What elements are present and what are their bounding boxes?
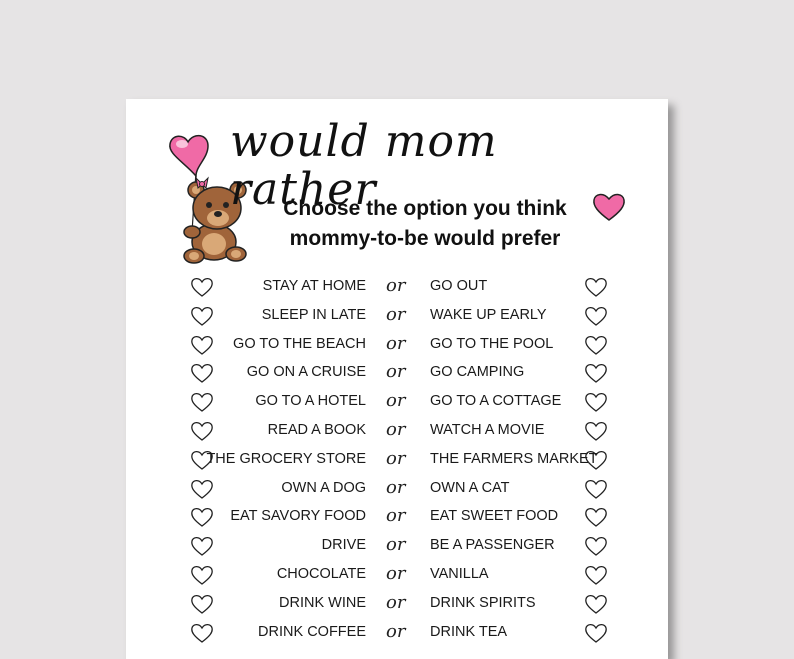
instructions-line-1: Choose the option you think bbox=[283, 197, 567, 220]
heart-outline-icon[interactable] bbox=[190, 564, 214, 586]
choice-row bbox=[0, 417, 794, 445]
or-connector: or bbox=[386, 332, 406, 354]
option-left: CHOCOLATE bbox=[276, 566, 366, 582]
heart-outline-icon[interactable] bbox=[190, 305, 214, 327]
option-right: EAT SWEET FOOD bbox=[430, 508, 559, 525]
heart-outline-icon[interactable] bbox=[584, 362, 608, 384]
choice-row bbox=[0, 273, 794, 301]
heart-outline-icon[interactable] bbox=[584, 535, 608, 557]
choice-row bbox=[0, 302, 794, 330]
option-left: GO TO A HOTEL bbox=[255, 393, 366, 410]
choice-row bbox=[0, 503, 794, 531]
heart-outline-icon[interactable] bbox=[190, 420, 214, 442]
option-left: STAY AT HOME bbox=[262, 278, 366, 294]
or-connector: or bbox=[386, 275, 406, 296]
or-connector: or bbox=[386, 505, 406, 527]
heart-outline-icon[interactable] bbox=[190, 593, 214, 615]
heart-outline-icon[interactable] bbox=[584, 478, 608, 500]
option-right: THE FARMERS MARKET bbox=[430, 450, 598, 467]
option-left: THE GROCERY STORE bbox=[206, 450, 366, 467]
heart-outline-icon[interactable] bbox=[584, 305, 608, 327]
heart-outline-icon[interactable] bbox=[584, 449, 608, 471]
choice-row bbox=[0, 590, 794, 618]
heart-outline-icon[interactable] bbox=[584, 593, 608, 615]
heart-outline-icon[interactable] bbox=[584, 391, 608, 413]
choice-row bbox=[0, 388, 794, 416]
option-left: GO TO THE BEACH bbox=[233, 335, 366, 352]
option-right: VANILLA bbox=[430, 566, 489, 582]
choice-row bbox=[0, 331, 794, 359]
option-right: WATCH A MOVIE bbox=[430, 422, 545, 438]
heart-outline-icon[interactable] bbox=[190, 391, 214, 413]
option-left: DRINK WINE bbox=[279, 594, 366, 611]
choice-row bbox=[0, 561, 794, 589]
or-connector: or bbox=[386, 620, 406, 642]
option-right: DRINK TEA bbox=[430, 623, 508, 640]
choice-row bbox=[0, 619, 794, 647]
or-connector: or bbox=[386, 534, 406, 556]
choice-row bbox=[0, 359, 794, 387]
or-connector: or bbox=[386, 447, 406, 469]
heart-outline-icon[interactable] bbox=[190, 478, 214, 500]
option-left: DRIVE bbox=[321, 537, 366, 554]
option-right: WAKE UP EARLY bbox=[430, 306, 547, 323]
or-connector: or bbox=[386, 303, 406, 325]
heart-outline-icon[interactable] bbox=[584, 506, 608, 528]
or-connector: or bbox=[386, 390, 406, 412]
option-right: GO OUT bbox=[430, 278, 488, 294]
option-right: DRINK SPIRITS bbox=[430, 594, 536, 611]
page-title: would mom rather bbox=[230, 116, 498, 216]
option-right: OWN A CAT bbox=[430, 479, 510, 496]
heart-outline-icon[interactable] bbox=[584, 564, 608, 586]
or-connector: or bbox=[386, 476, 406, 498]
heart-outline-icon[interactable] bbox=[190, 535, 214, 557]
heart-outline-icon[interactable] bbox=[584, 276, 608, 298]
heart-outline-icon[interactable] bbox=[190, 622, 214, 644]
choice-row bbox=[0, 532, 794, 560]
or-connector: or bbox=[386, 361, 406, 383]
choice-row bbox=[0, 475, 794, 503]
or-connector: or bbox=[386, 563, 406, 584]
option-right: GO TO A COTTAGE bbox=[430, 393, 562, 410]
option-left: GO ON A CRUISE bbox=[246, 364, 366, 381]
or-connector: or bbox=[386, 591, 406, 613]
option-right: BE A PASSENGER bbox=[430, 537, 555, 554]
option-left: OWN A DOG bbox=[281, 479, 366, 496]
option-left: DRINK COFFEE bbox=[258, 623, 366, 640]
instructions-line-2: mommy-to-be would prefer bbox=[289, 227, 561, 250]
heart-outline-icon[interactable] bbox=[190, 362, 214, 384]
heart-outline-icon[interactable] bbox=[190, 506, 214, 528]
heart-outline-icon[interactable] bbox=[190, 334, 214, 356]
or-connector: or bbox=[386, 419, 406, 440]
option-right: GO CAMPING bbox=[430, 364, 525, 381]
choice-row bbox=[0, 446, 794, 474]
heart-outline-icon[interactable] bbox=[190, 276, 214, 298]
heart-outline-icon[interactable] bbox=[584, 420, 608, 442]
option-left: READ A BOOK bbox=[267, 422, 366, 438]
heart-outline-icon[interactable] bbox=[584, 622, 608, 644]
option-right: GO TO THE POOL bbox=[430, 335, 554, 352]
option-left: EAT SAVORY FOOD bbox=[230, 508, 366, 525]
heart-outline-icon[interactable] bbox=[584, 334, 608, 356]
option-left: SLEEP IN LATE bbox=[261, 306, 366, 323]
